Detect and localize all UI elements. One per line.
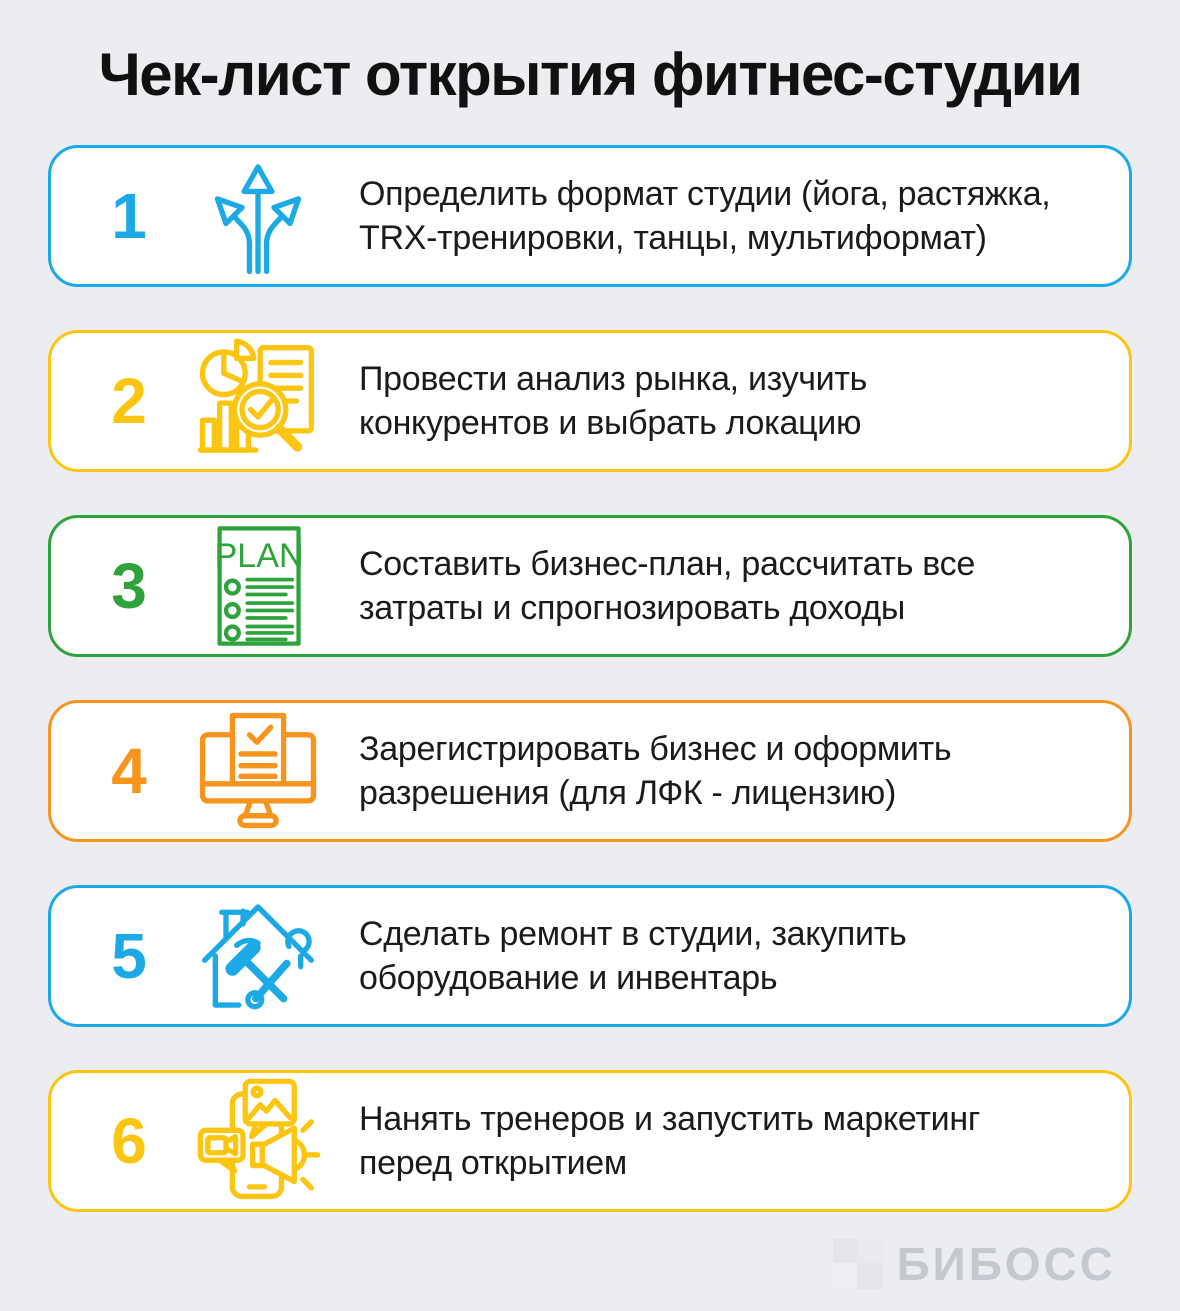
item-text-line: разрешения (для ЛФК - лицензию) (359, 774, 897, 812)
item-text (359, 1097, 980, 1185)
plan-label: PLAN (214, 536, 304, 575)
item-text-line: TRX-тренировки, танцы, мультиформат) (359, 219, 987, 257)
item-text-line: Нанять тренеров и запустить маркетинг (359, 1100, 980, 1138)
item-number: 2 (111, 365, 147, 437)
item-number: 5 (111, 920, 147, 992)
page-title: Чек-лист открытия фитнес-студии (98, 41, 1082, 108)
item-text-line: Провести анализ рынка, изучить (359, 360, 868, 398)
business-plan-icon (183, 519, 333, 653)
renovation-tools-icon (183, 889, 333, 1023)
biboss-wordmark: БИБОСС (896, 1238, 1116, 1290)
item-text (359, 542, 975, 630)
item-number: 6 (111, 1105, 147, 1177)
item-text-line: Сделать ремонт в студии, закупить (359, 915, 907, 953)
item-text (359, 727, 951, 815)
item-text-line: оборудование и инвентарь (359, 959, 778, 997)
market-analysis-icon (183, 334, 333, 468)
item-text (359, 912, 906, 1000)
checklist-item-5 (48, 885, 1132, 1027)
branching-arrows-icon (183, 149, 333, 283)
checklist-item-1 (48, 145, 1132, 287)
item-text-line: конкурентов и выбрать локацию (359, 404, 862, 442)
item-text-line: затраты и спрогнозировать доходы (359, 589, 906, 627)
marketing-megaphone-icon (183, 1074, 333, 1208)
item-number: 3 (111, 550, 147, 622)
item-number: 1 (111, 180, 147, 252)
registration-monitor-icon (183, 704, 333, 838)
item-text-line: Составить бизнес-план, рассчитать все (359, 545, 975, 583)
item-text-line: Зарегистрировать бизнес и оформить (359, 730, 952, 768)
checklist-item-3 (48, 515, 1132, 657)
checklist-item-4 (48, 700, 1132, 842)
item-number: 4 (111, 735, 147, 807)
item-text (359, 357, 867, 445)
biboss-logo (833, 1239, 883, 1289)
checklist-item-2 (48, 330, 1132, 472)
biboss-watermark (833, 1237, 1116, 1291)
checklist-item-6 (48, 1070, 1132, 1212)
checklist (48, 145, 1132, 1212)
item-text-line: Определить формат студии (йога, растяжка, (359, 175, 1051, 213)
item-text (359, 172, 1050, 260)
item-text-line: перед открытием (359, 1144, 627, 1182)
